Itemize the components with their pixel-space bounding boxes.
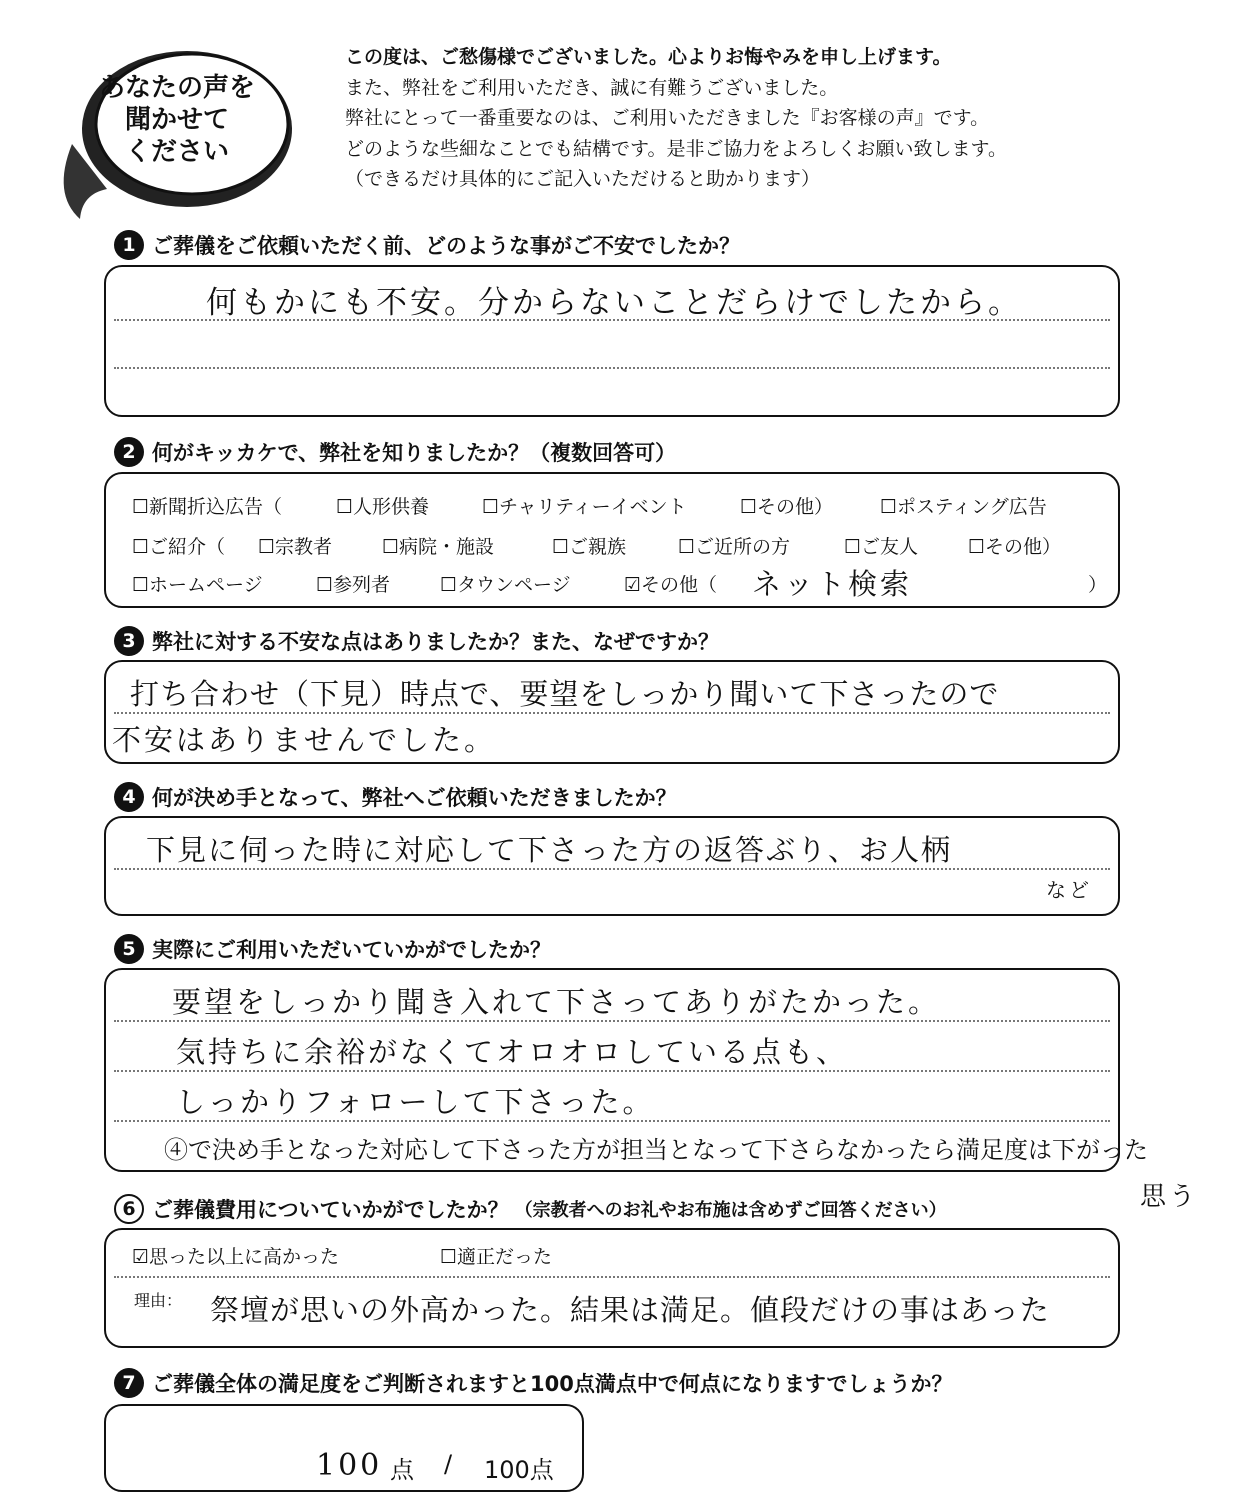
checkbox-other-1[interactable]: ☐その他） (740, 496, 834, 518)
score-max: 100点 (484, 1456, 554, 1484)
score-box[interactable] (104, 1404, 584, 1492)
intro-line: 弊社にとって一番重要なのは、ご利用いただきました『お客様の声』です。 (345, 107, 990, 129)
question-3-heading (114, 626, 719, 656)
question-number: 2 (114, 437, 144, 467)
answer-box-6 (104, 1228, 1120, 1348)
answer-box-5[interactable] (104, 968, 1148, 1172)
bubble-title (72, 72, 282, 168)
dotted-line (114, 1276, 1110, 1278)
checkbox-religious[interactable]: ☐宗教者 (258, 536, 333, 558)
question-number: 3 (114, 626, 144, 656)
checkbox-neighbors[interactable]: ☐ご近所の方 (678, 536, 791, 558)
handwritten-answer: ④で決め手となった対応して下さった方が担当となって下さらなかったら満足度は下がった (164, 1136, 1148, 1164)
closing-paren: ） (1088, 574, 1108, 596)
question-label: 何がキッカケで、弊社を知りましたか？（複数回答可） (152, 441, 677, 465)
question-1-heading (114, 230, 740, 260)
handwritten-reason: 祭壇が思いの外高かった。結果は満足。値段だけの事はあった (210, 1293, 1050, 1327)
handwritten-answer: 下見に伺った時に対応して下さった方の返答ぶり、お人柄 (146, 833, 953, 867)
question-number: 4 (114, 782, 144, 812)
question-label: ご葬儀費用についていかがでしたか？ (152, 1198, 509, 1222)
answer-box-1[interactable] (104, 265, 1120, 417)
checkbox-attendee[interactable]: ☐参列者 (316, 574, 391, 596)
bubble-title-line: ください (124, 137, 229, 167)
question-number: 6 (114, 1194, 144, 1224)
checkbox-reasonable[interactable]: ☐適正だった (440, 1246, 553, 1268)
intro-line: この度は、ご愁傷様でございました。心よりお悔やみを申し上げます。 (345, 46, 952, 68)
bubble-title-line: あなたの声を (98, 73, 255, 103)
question-number: 5 (114, 934, 144, 964)
checkbox-townpage[interactable]: ☐タウンページ (440, 574, 571, 596)
checkbox-newspaper[interactable]: ☐新聞折込広告（ (132, 496, 283, 518)
question-4-heading (114, 782, 677, 812)
intro-line: （できるだけ具体的にご記入いただけると助かります） (345, 168, 821, 190)
score-unit: 点 (390, 1456, 414, 1484)
answer-box-2 (104, 472, 1120, 608)
intro-line: どのような些細なことでも結構です。是非ご協力をよろしくお願い致します。 (345, 137, 1007, 160)
question-label: 弊社に対する不安な点はありましたか？また、なぜですか？ (152, 630, 719, 654)
question-2-heading (114, 437, 676, 467)
question-number: 7 (114, 1368, 144, 1398)
question-label: 何が決め手となって、弊社へご依頼いただきましたか？ (152, 786, 677, 810)
checkbox-homepage[interactable]: ☐ホームページ (132, 574, 263, 596)
checkbox-hospital[interactable]: ☐病院・施設 (382, 536, 495, 558)
question-label: ご葬儀をご依頼いただく前、どのような事がご不安でしたか？ (152, 234, 740, 258)
checkbox-posting-ad[interactable]: ☐ポスティング広告 (880, 496, 1047, 518)
checkbox-other-3-checked[interactable]: ☑その他（ (624, 574, 718, 596)
question-note: （宗教者へのお礼やお布施は含めずご回答ください） (514, 1200, 947, 1221)
answer-box-3[interactable] (104, 660, 1120, 764)
reason-label: 理由： (134, 1291, 183, 1310)
question-label: ご葬儀全体の満足度をご判断されますと100点満点中で何点になりますでしょうか？ (152, 1372, 953, 1396)
dotted-line (114, 367, 1110, 369)
checkbox-friends[interactable]: ☐ご友人 (844, 536, 919, 558)
checkbox-higher-than-expected[interactable]: ☑思った以上に高かった (132, 1246, 340, 1268)
bubble-title-line: 聞かせて (124, 105, 229, 135)
handwritten-score: 100 (316, 1448, 383, 1483)
intro-text (345, 42, 1007, 195)
checkbox-doll-memorial[interactable]: ☐人形供養 (336, 496, 430, 518)
question-6-heading (114, 1194, 947, 1224)
answer-box-4[interactable] (104, 816, 1120, 916)
handwritten-answer: 気持ちに余裕がなくてオロオロしている点も、 (176, 1035, 849, 1069)
score-slash: / (444, 1450, 453, 1478)
question-number: 1 (114, 230, 144, 260)
handwritten-answer: など (1046, 878, 1092, 902)
question-5-heading (114, 934, 551, 964)
checkbox-referral[interactable]: ☐ご紹介（ (132, 536, 226, 558)
intro-line: また、弊社をご利用いただき、誠に有難うございました。 (345, 76, 839, 99)
handwritten-answer: しっかりフォローして下さった。 (176, 1085, 655, 1119)
question-label: 実際にご利用いただいていかがでしたか？ (152, 938, 551, 962)
question-7-heading (114, 1368, 952, 1398)
checkbox-charity-event[interactable]: ☐チャリティーイベント (482, 496, 687, 518)
handwritten-other-answer: ネット検索 (752, 567, 913, 601)
handwritten-answer: 何もかにも不安。分からないことだらけでしたから。 (206, 285, 1022, 321)
handwritten-continuation: 思う (1140, 1182, 1199, 1212)
handwritten-answer: 打ち合わせ（下見）時点で、要望をしっかり聞いて下さったので (130, 677, 1000, 711)
handwritten-answer: 不安はありませんでした。 (112, 723, 497, 757)
checkbox-relatives[interactable]: ☐ご親族 (552, 536, 627, 558)
checkbox-other-2[interactable]: ☐その他） (968, 536, 1062, 558)
handwritten-answer: 要望をしっかり聞き入れて下さってありがたかった。 (172, 985, 941, 1019)
